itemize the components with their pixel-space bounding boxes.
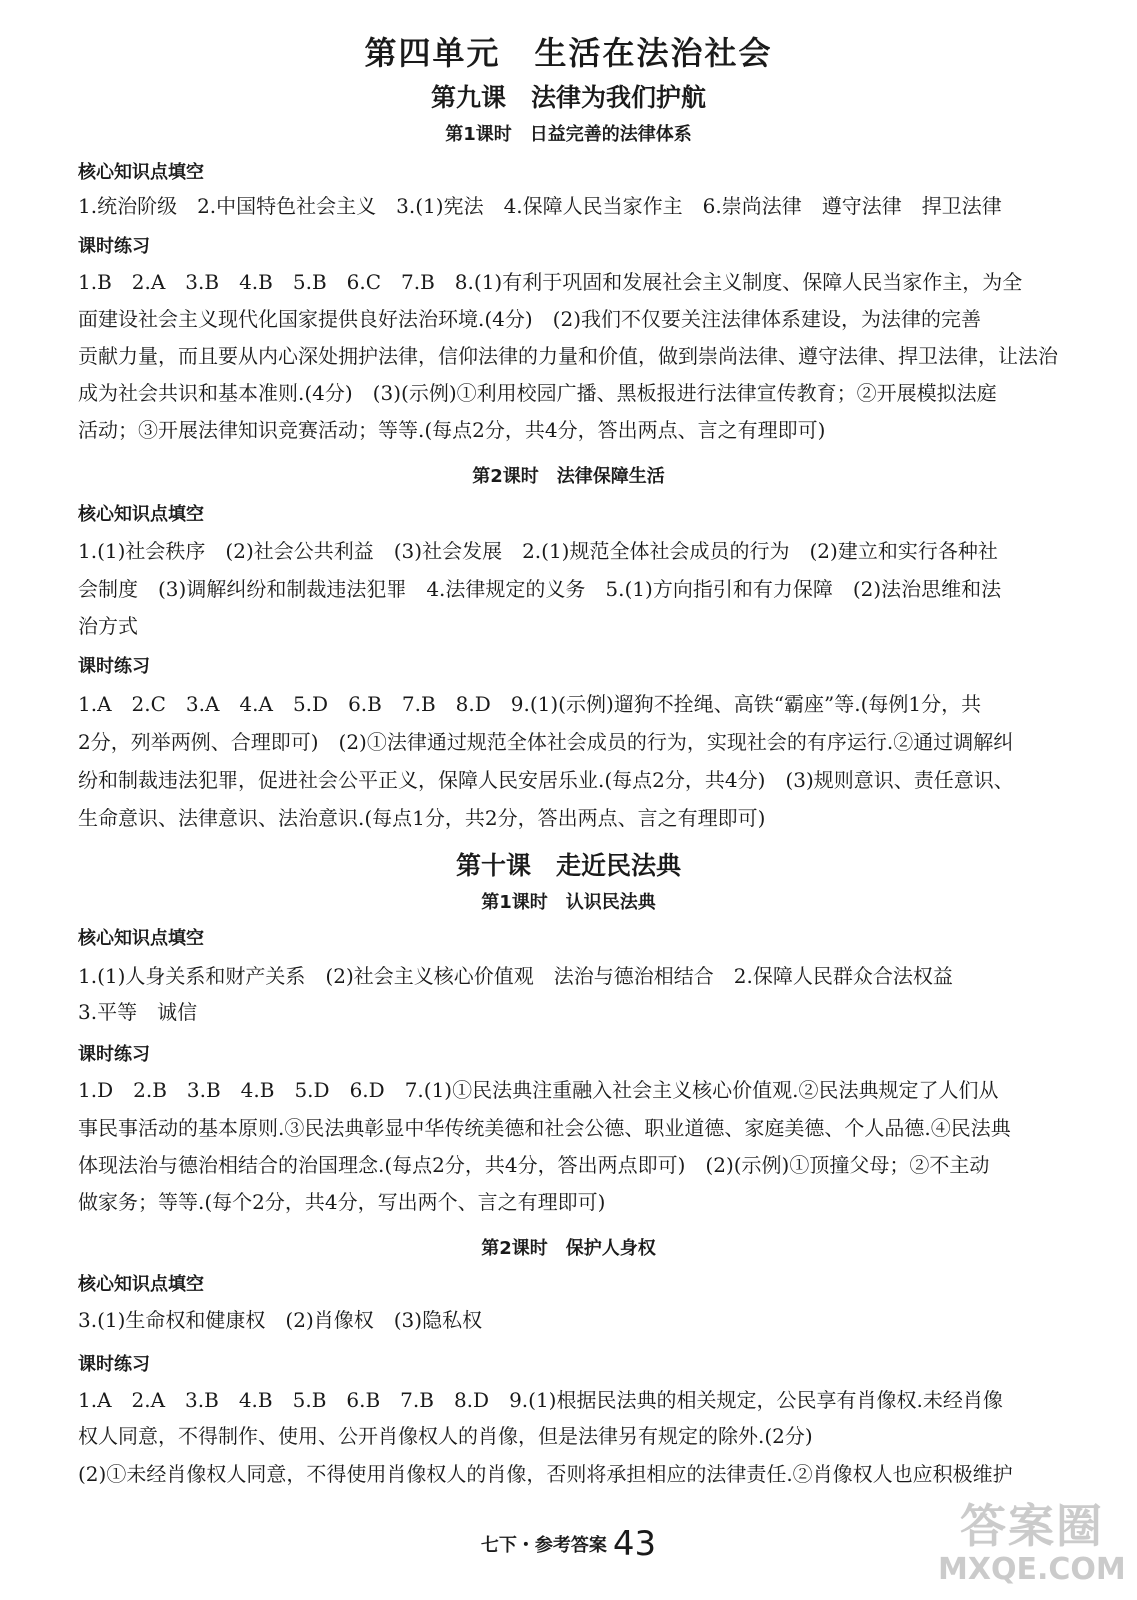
page-number: 43 (612, 1524, 657, 1564)
footer-label: 七下・参考答案 (480, 1535, 607, 1556)
answer-line: 1.D 2.B 3.B 4.B 5.D 6.D 7.(1)①民法典注重融入社会主义核心价值观.②民法典规定了人们从 (78, 1078, 999, 1102)
answer-line: 1.B 2.A 3.B 4.B 5.B 6.C 7.B 8.(1)有利于巩固和发展社会主义制度、保障人民当家作主，为全 (78, 270, 1023, 294)
practice-label: 课时练习 (78, 1044, 150, 1065)
practice-label: 课时练习 (78, 656, 150, 677)
answer-line: 生命意识、法律意识、法治意识.(每点1分，共2分，答出两点、言之有理即可) (78, 806, 766, 830)
lesson-9-title: 第九课 法律为我们护航 (430, 83, 706, 112)
answer-line: 3.(1)生命权和健康权 (2)肖像权 (3)隐私权 (78, 1308, 483, 1332)
answer-line: 做家务；等等.(每个2分，共4分，写出两个、言之有理即可) (78, 1190, 606, 1214)
core-knowledge-label: 核心知识点填空 (78, 162, 204, 183)
answer-line: (2)①未经肖像权人同意，不得使用肖像权人的肖像，否则将承担相应的法律责任.②肖像权人也应积极维护 (78, 1462, 1013, 1486)
answer-line: 治方式 (78, 614, 138, 638)
answer-line: 1.统治阶级 2.中国特色社会主义 3.(1)宪法 4.保障人民当家作主 6.崇尚法律 遵守法律 捍卫法律 (78, 194, 1002, 218)
answer-line: 2分，列举两例、合理即可) (2)①法律通过规范全体社会成员的行为，实现社会的有序运行.②通过调解纠 (78, 730, 1014, 754)
answer-line: 纷和制裁违法犯罪，促进社会公平正义，保障人民安居乐业.(每点2分，共4分) (3)规则意识、责任意识、 (78, 768, 1014, 792)
answer-line: 贡献力量，而且要从内心深处拥护法律，信仰法律的力量和价值，做到崇尚法律、遵守法律、捍卫法律，让法治 (78, 344, 1058, 368)
practice-label: 课时练习 (78, 1354, 150, 1375)
answer-line: 1.A 2.A 3.B 4.B 5.B 6.B 7.B 8.D 9.(1)根据民法典的相关规定，公民享有肖像权.未经肖像 (78, 1388, 1003, 1412)
answer-line: 1.(1)人身关系和财产关系 (2)社会主义核心价值观 法治与德治相结合 2.保障人民群众合法权益 (78, 964, 953, 988)
lesson-10-title: 第十课 走近民法典 (455, 851, 681, 880)
answer-line: 3.平等 诚信 (78, 1000, 198, 1024)
lesson-9-period-1-title: 第1课时 日益完善的法律体系 (445, 124, 692, 145)
lesson-9-period-2-title: 第2课时 法律保障生活 (472, 466, 665, 487)
answer-line: 面建设社会主义现代化国家提供良好法治环境.(4分) (2)我们不仅要关注法律体系建设，为法律的完善 (78, 307, 982, 331)
answer-line: 活动；③开展法律知识竞赛活动；等等.(每点2分，共4分，答出两点、言之有理即可) (78, 418, 826, 442)
lesson-10-period-1-title: 第1课时 认识民法典 (481, 892, 656, 913)
answer-line: 权人同意，不得制作、使用、公开肖像权人的肖像，但是法律另有规定的除外.(2分) (78, 1424, 813, 1448)
answer-line: 1.A 2.C 3.A 4.A 5.D 6.B 7.B 8.D 9.(1)(示例)遛狗不拴绳、高铁“霸座”等.(每例1分，共 (78, 692, 982, 716)
core-knowledge-label: 核心知识点填空 (78, 1274, 204, 1295)
lesson-10-period-2-title: 第2课时 保护人身权 (481, 1238, 656, 1259)
unit-title: 第四单元 生活在法治社会 (364, 34, 773, 72)
answer-line: 体现法治与德治相结合的治国理念.(每点2分，共4分，答出两点即可) (2)(示例)①顶撞父母；②不主动 (78, 1153, 990, 1177)
core-knowledge-label: 核心知识点填空 (78, 928, 204, 949)
practice-label: 课时练习 (78, 236, 150, 257)
answer-line: 1.(1)社会秩序 (2)社会公共利益 (3)社会发展 2.(1)规范全体社会成员的行为 (2)建立和实行各种社 (78, 539, 998, 563)
watermark-logo: 答案圈 (960, 1499, 1104, 1553)
core-knowledge-label: 核心知识点填空 (78, 504, 204, 525)
answer-line: 事民事活动的基本原则.③民法典彰显中华传统美德和社会公德、职业道德、家庭美德、个人品德.④民法典 (78, 1116, 1011, 1140)
answer-line: 成为社会共识和基本准则.(4分) (3)(示例)①利用校园广播、黑板报进行法律宣传教育；②开展模拟法庭 (78, 381, 997, 405)
answer-line: 会制度 (3)调解纠纷和制裁违法犯罪 4.法律规定的义务 5.(1)方向指引和有力保障 (2)法治思维和法 (78, 577, 1002, 601)
watermark-url: MXQE.COM (938, 1552, 1126, 1587)
watermark (930, 1490, 1130, 1595)
